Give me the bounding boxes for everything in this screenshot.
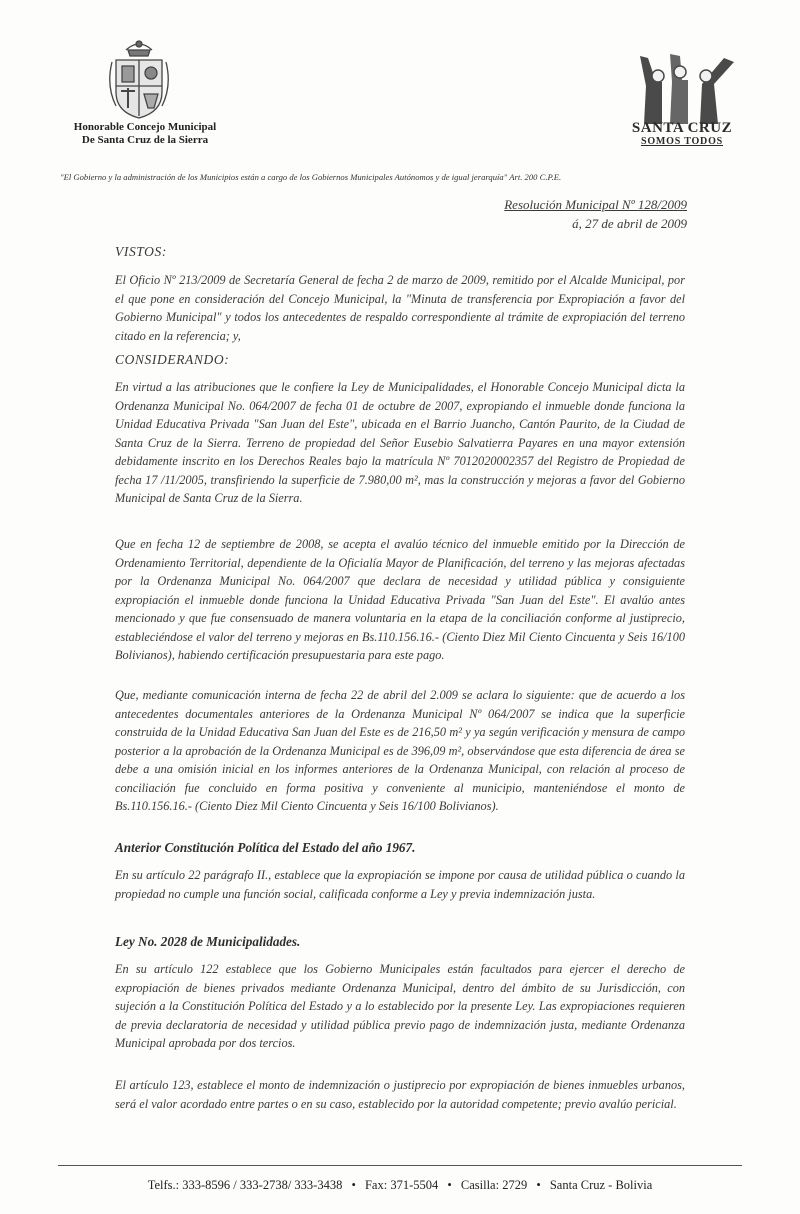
ley-2028-paragraph-1: En su artículo 122 establece que los Gobierno Municipales están facultados para ejercer el derecho de expropiación de bienes privados mediante Ordenanza Municipal, dentro del ámbito de su Jurisdicción, con sujeción a la Constitución Política del Estado y a lo establecido por la presente Ley. Las expropiaciones requieren de previa declaratoria de necesidad y utilidad pública previo pago de indemnización justa, mediante Ordenanza Municipal aprobada por dos tercios. bbox=[115, 962, 685, 1050]
brand-tagline: SOMOS TODOS bbox=[640, 136, 724, 147]
brand-name: SANTA CRUZ bbox=[631, 120, 733, 136]
considerando-heading: CONSIDERANDO: bbox=[115, 352, 230, 367]
ley-2028-paragraph-2: El artículo 123, establece el monto de indemnización o justiprecio por expropiación de bienes inmuebles urbanos, será el valor acordado entre partes o en su caso, establecido por la autoridad competente; previo avalúo pericial. bbox=[115, 1078, 685, 1111]
resolution-date: á, 27 de abril de 2009 bbox=[572, 216, 687, 231]
footer-casilla: Casilla: 2729 bbox=[460, 1178, 528, 1192]
footer-divider bbox=[58, 1165, 742, 1166]
vistos-paragraph: El Oficio Nº 213/2009 de Secretaría General de fecha 2 de marzo de 2009, remitido por el Alcalde Municipal, por el que pone en consideración del Concejo Municipal, la "Minuta de transferencia por Expropiación a favor del Gobierno Municipal" y todos los antecedentes de respaldo correspondiente al trámite de expropiación del terreno citado en la referencia; y, bbox=[115, 273, 685, 343]
footer-contact bbox=[58, 1178, 742, 1193]
constitution-quote: "El Gobierno y la administración de los Municipios están a cargo de los Gobiernos Municipales Autónomos y de igual jerarquía" Art. 200 C.P.E. bbox=[60, 172, 562, 182]
footer-separator: • bbox=[351, 1178, 356, 1192]
considerando-paragraph-3: Que, mediante comunicación interna de fecha 22 de abril del 2.009 se aclara lo siguiente: que de acuerdo a los antecedentes documentales anteriores de la Ordenanza Municipal Nº 064/2007 se indica que la superficie construida de la Unidad Educativa San Juan del Este es de 216,50 m² y ya según verificación y mensura de campo posterior a la aprobación de la Ordenanza Municipal es de 396,09 m², observándose que esta diferencia de área se debe a una omisión inicial en los informes anteriores de la Ordenanza Municipal, con relación al proceso de conciliación fue concluido en forma positiva y conveniente al municipio, manteniéndose el monto de Bs.110.156.16.- (Ciento Diez Mil Ciento Cincuenta y Seis 16/100 Bolivianos). bbox=[115, 688, 685, 813]
vistos-heading: VISTOS: bbox=[115, 244, 167, 259]
footer-fax: Fax: 371-5504 bbox=[364, 1178, 439, 1192]
footer-location: Santa Cruz - Bolivia bbox=[549, 1178, 653, 1192]
council-name-line1: Honorable Concejo Municipal bbox=[73, 121, 217, 133]
council-name bbox=[40, 121, 250, 147]
resolution-title: Resolución Municipal Nº 128/2009 bbox=[504, 197, 687, 212]
considerando-paragraph-1: En virtud a las atribuciones que le confiere la Ley de Municipalidades, el Honorable Concejo Municipal dicta la Ordenanza Municipal No. 064/2007 de fecha 01 de octubre de 2007, expropiando el inmueble donde funciona la Unidad Educativa Privada "San Juan del Este", ubicada en el Barrio Juancho, Cantón Paurito, de la Ciudad de Santa Cruz de la Sierra. Terreno de propiedad del Señor Eusebio Salvatierra Payares en una mayor extensión debidamente inscrito en los Derechos Reales bajo la matrícula Nº 7012020002357 del Registro de Propiedad de fecha 17 /11/2005, transfiriendo la superficie de 7.980,00 m², mas la construcción y mejoras a favor del Gobierno Municipal de Santa Cruz de la Sierra. bbox=[115, 380, 685, 505]
santa-cruz-logo-icon bbox=[622, 52, 742, 124]
cpe-1967-paragraph: En su artículo 22 parágrafo II., establece que la expropiación se impone por causa de utilidad pública o cuando la propiedad no cumple una función social, calificada conforme a Ley y previa indemnización justa. bbox=[115, 868, 685, 901]
santa-cruz-brand bbox=[612, 120, 752, 148]
cpe-1967-heading: Anterior Constitución Política del Estado del año 1967. bbox=[115, 840, 416, 855]
ley-2028-heading: Ley No. 2028 de Municipalidades. bbox=[115, 934, 301, 949]
council-crest-icon bbox=[108, 36, 170, 120]
footer-separator: • bbox=[536, 1178, 541, 1192]
footer-phones: Telfs.: 333-8596 / 333-2738/ 333-3438 bbox=[147, 1178, 343, 1192]
considerando-paragraph-2: Que en fecha 12 de septiembre de 2008, se acepta el avalúo técnico del inmueble emitido por la Dirección de Ordenamiento Territorial, dependiente de la Oficialía Mayor de Planificación, del terreno y las mejoras afectadas por la Ordenanza Municipal No. 064/2007 que declara de necesidad y utilidad pública y consiguiente expropiación el inmueble donde funciona la Unidad Educativa Privada "San Juan del Este". El avalúo antes mencionado y que fue consensuado de manera voluntaria en la etapa de la conciliación conforme al justiprecio, estableciéndose el valor del terreno y mejoras en Bs.110.156.16.- (Ciento Diez Mil Ciento Cincuenta y Seis 16/100 Bolivianos), habiendo certificación presupuestaria para este pago. bbox=[115, 537, 685, 662]
council-name-line2: De Santa Cruz de la Sierra bbox=[81, 134, 209, 146]
footer-separator: • bbox=[447, 1178, 452, 1192]
